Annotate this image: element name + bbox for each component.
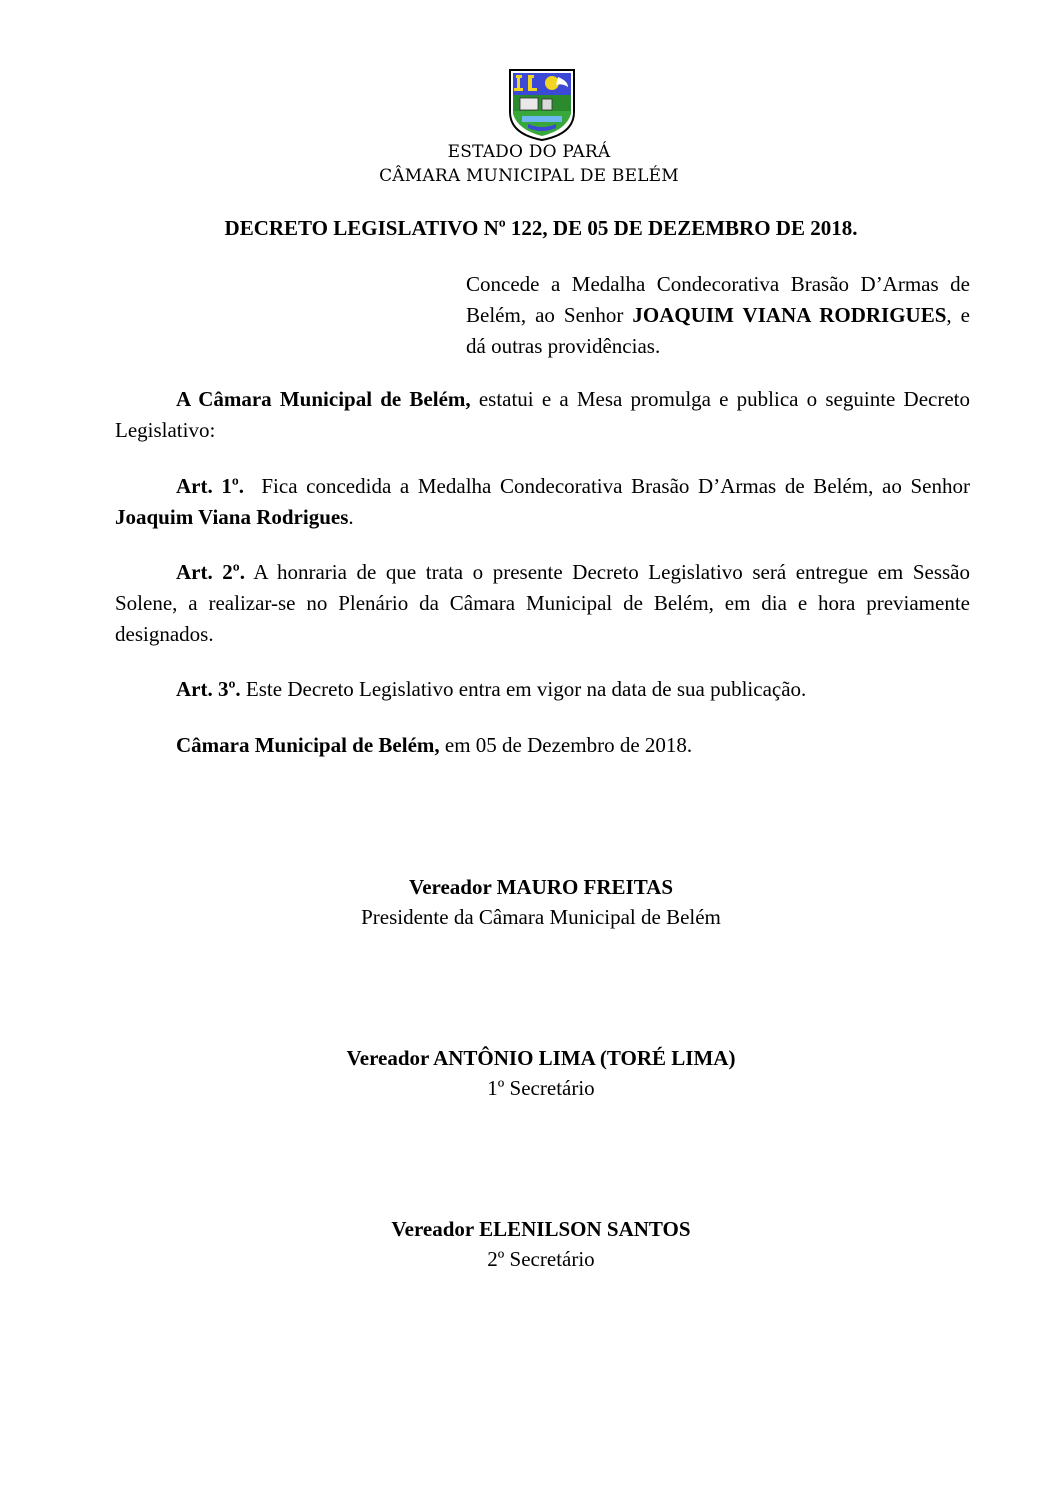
coat-of-arms-icon [506,68,578,142]
signature-role: Presidente da Câmara Municipal de Belém [361,905,721,929]
article-1-honoree: Joaquim Viana Rodrigues [115,505,349,529]
preamble [115,384,970,446]
signature-name: Vereador MAURO FREITAS [408,875,674,899]
header-state: ESTADO DO PARÁ [447,142,611,162]
article-1-text: Fica concedida a Medalha Condecorativa Brasão D’Armas de Belém, ao Senhor [244,474,976,498]
closing-line [115,730,970,761]
article-2 [115,557,970,650]
article-3-text: Este Decreto Legislativo entra em vigor na data de sua publicação. [240,677,807,701]
article-2-label: Art. 2º. [176,560,245,584]
signature-name: Vereador ANTÔNIO LIMA (TORÉ LIMA) [346,1046,736,1070]
closing-date: em 05 de Dezembro de 2018. [439,733,693,757]
preamble-text: estatui e a Mesa promulga e publica o seguinte Decreto Legislativo: [115,387,970,442]
summary-text-end: , e dá outras providências. [466,303,970,358]
signature-role: 2º Secretário [487,1247,595,1271]
article-1-text-end: . [348,505,354,529]
signature-name: Vereador ELENILSON SANTOS [391,1217,691,1241]
summary-text: Concede a Medalha Condecorativa Brasão D’Armas de Belém, ao Senhor [466,272,970,327]
closing-chamber: Câmara Municipal de Belém, [176,733,440,757]
honoree-name: JOAQUIM VIANA RODRIGUES [632,303,947,327]
decree-summary [466,269,970,362]
signature-president [0,872,1058,932]
article-3-label: Art. 3º. [176,677,241,701]
header-chamber: CÂMARA MUNICIPAL DE BELÉM [379,166,679,186]
preamble-chamber: A Câmara Municipal de Belém, [176,387,471,411]
signature-role: 1º Secretário [487,1076,595,1100]
signature-first-secretary [0,1043,1058,1103]
article-1-label: Art. 1º. [176,474,245,498]
article-2-text: A honraria de que trata o presente Decreto Legislativo será entregue em Sessão Solene, a realizar-se no Plenário da Câmara Municipal de Belém, em dia e hora previamente designados. [115,560,970,646]
signature-second-secretary [0,1214,1058,1274]
decree-title: DECRETO LEGISLATIVO Nº 122, DE 05 DE DEZEMBRO DE 2018. [224,216,858,240]
article-1 [115,471,976,533]
article-3 [115,674,970,705]
